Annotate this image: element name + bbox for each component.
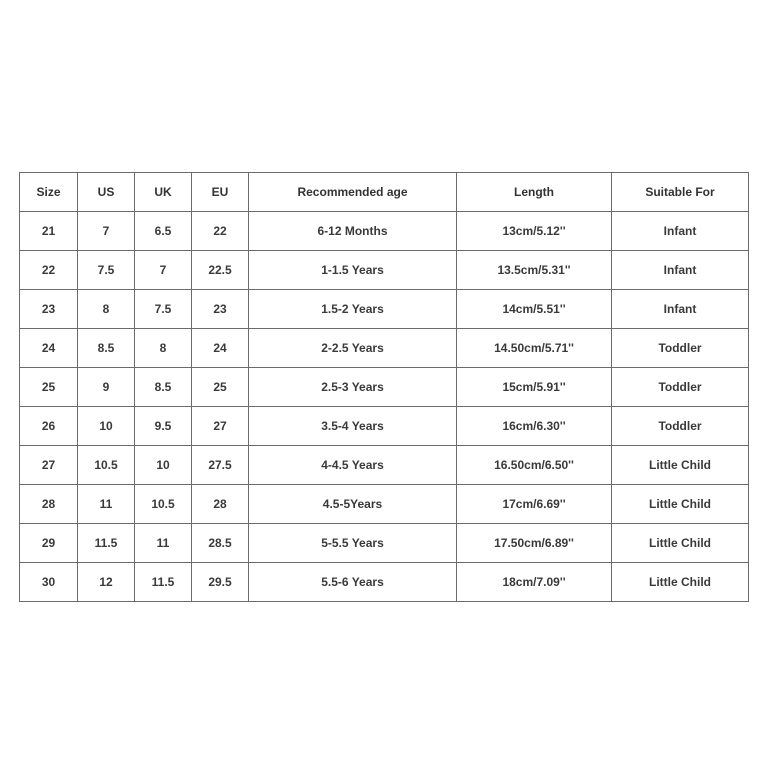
cell-us: 12	[78, 563, 135, 602]
cell-suitable-for: Infant	[612, 251, 749, 290]
cell-suitable-for: Little Child	[612, 446, 749, 485]
cell-recommended-age: 1-1.5 Years	[249, 251, 457, 290]
header-uk: UK	[135, 173, 192, 212]
cell-suitable-for: Infant	[612, 290, 749, 329]
cell-uk: 6.5	[135, 212, 192, 251]
cell-length: 14cm/5.51''	[457, 290, 612, 329]
table-row	[20, 446, 749, 485]
cell-recommended-age: 6-12 Months	[249, 212, 457, 251]
header-size: Size	[20, 173, 78, 212]
table-row	[20, 524, 749, 563]
cell-uk: 7	[135, 251, 192, 290]
header-us: US	[78, 173, 135, 212]
header-suitable-for: Suitable For	[612, 173, 749, 212]
cell-suitable-for: Little Child	[612, 485, 749, 524]
table-row	[20, 563, 749, 602]
cell-size: 26	[20, 407, 78, 446]
cell-size: 30	[20, 563, 78, 602]
cell-us: 10	[78, 407, 135, 446]
cell-us: 8.5	[78, 329, 135, 368]
header-recommended-age: Recommended age	[249, 173, 457, 212]
cell-suitable-for: Little Child	[612, 524, 749, 563]
cell-suitable-for: Little Child	[612, 563, 749, 602]
cell-us: 7.5	[78, 251, 135, 290]
cell-eu: 28.5	[192, 524, 249, 563]
cell-eu: 24	[192, 329, 249, 368]
table-row	[20, 368, 749, 407]
cell-us: 7	[78, 212, 135, 251]
cell-uk: 11	[135, 524, 192, 563]
cell-size: 24	[20, 329, 78, 368]
table-row	[20, 329, 749, 368]
cell-uk: 7.5	[135, 290, 192, 329]
cell-size: 23	[20, 290, 78, 329]
table-body	[20, 212, 749, 602]
header-eu: EU	[192, 173, 249, 212]
cell-recommended-age: 5.5-6 Years	[249, 563, 457, 602]
cell-size: 25	[20, 368, 78, 407]
cell-length: 16cm/6.30''	[457, 407, 612, 446]
cell-eu: 28	[192, 485, 249, 524]
cell-eu: 29.5	[192, 563, 249, 602]
cell-us: 8	[78, 290, 135, 329]
cell-eu: 27.5	[192, 446, 249, 485]
size-chart-table	[19, 172, 749, 602]
cell-us: 11	[78, 485, 135, 524]
cell-length: 15cm/5.91''	[457, 368, 612, 407]
cell-size: 21	[20, 212, 78, 251]
cell-recommended-age: 3.5-4 Years	[249, 407, 457, 446]
cell-us: 11.5	[78, 524, 135, 563]
cell-size: 29	[20, 524, 78, 563]
table-row	[20, 212, 749, 251]
cell-uk: 9.5	[135, 407, 192, 446]
cell-recommended-age: 5-5.5 Years	[249, 524, 457, 563]
cell-recommended-age: 2-2.5 Years	[249, 329, 457, 368]
cell-eu: 25	[192, 368, 249, 407]
cell-length: 13cm/5.12''	[457, 212, 612, 251]
cell-recommended-age: 4-4.5 Years	[249, 446, 457, 485]
cell-suitable-for: Toddler	[612, 329, 749, 368]
cell-uk: 10.5	[135, 485, 192, 524]
cell-size: 22	[20, 251, 78, 290]
table-row	[20, 290, 749, 329]
table-row	[20, 485, 749, 524]
cell-length: 17cm/6.69''	[457, 485, 612, 524]
cell-size: 27	[20, 446, 78, 485]
header-row	[20, 173, 749, 212]
table-row	[20, 251, 749, 290]
cell-eu: 22.5	[192, 251, 249, 290]
cell-uk: 10	[135, 446, 192, 485]
cell-suitable-for: Infant	[612, 212, 749, 251]
cell-size: 28	[20, 485, 78, 524]
cell-length: 14.50cm/5.71''	[457, 329, 612, 368]
cell-eu: 27	[192, 407, 249, 446]
cell-eu: 22	[192, 212, 249, 251]
cell-recommended-age: 1.5-2 Years	[249, 290, 457, 329]
cell-suitable-for: Toddler	[612, 368, 749, 407]
cell-length: 17.50cm/6.89''	[457, 524, 612, 563]
header-length: Length	[457, 173, 612, 212]
cell-eu: 23	[192, 290, 249, 329]
cell-uk: 8	[135, 329, 192, 368]
cell-length: 16.50cm/6.50''	[457, 446, 612, 485]
cell-us: 10.5	[78, 446, 135, 485]
cell-uk: 11.5	[135, 563, 192, 602]
cell-recommended-age: 2.5-3 Years	[249, 368, 457, 407]
cell-us: 9	[78, 368, 135, 407]
table-header	[20, 173, 749, 212]
table-row	[20, 407, 749, 446]
cell-suitable-for: Toddler	[612, 407, 749, 446]
cell-recommended-age: 4.5-5Years	[249, 485, 457, 524]
cell-length: 18cm/7.09''	[457, 563, 612, 602]
cell-uk: 8.5	[135, 368, 192, 407]
cell-length: 13.5cm/5.31''	[457, 251, 612, 290]
